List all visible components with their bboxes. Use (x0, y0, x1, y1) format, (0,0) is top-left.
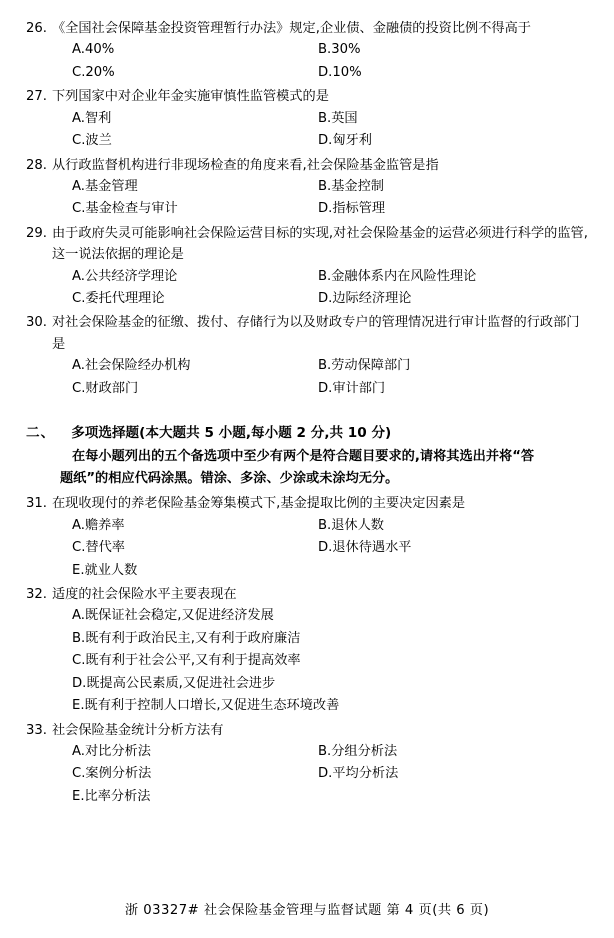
option-d[interactable]: D.边际经济理论 (318, 290, 412, 306)
option-row (72, 605, 588, 627)
option-a[interactable]: A.40% (72, 42, 115, 58)
option-row (72, 763, 588, 785)
question-27 (26, 86, 588, 152)
question-number: 33. (26, 722, 47, 738)
instruction-line-2: 题纸”的相应代码涂黑。错涂、多涂、少涂或未涂均无分。 (60, 470, 399, 486)
question-stem (26, 720, 588, 741)
option-b[interactable]: B.英国 (318, 110, 358, 126)
option-c[interactable]: C.既有利于社会公平,又有利于提高效率 (72, 653, 301, 669)
option-a[interactable]: A.既保证社会稳定,又促进经济发展 (72, 608, 274, 624)
option-b[interactable]: B.退休人数 (318, 517, 384, 533)
option-row (72, 515, 588, 537)
option-c[interactable]: C.替代率 (72, 540, 125, 556)
option-b[interactable]: B.30% (318, 42, 361, 58)
question-number: 27. (26, 89, 47, 105)
question-number: 28. (26, 157, 47, 173)
option-row (72, 130, 588, 152)
option-row (72, 560, 588, 582)
option-d[interactable]: D.既提高公民素质,又促进社会进步 (72, 675, 276, 691)
option-row (72, 673, 588, 695)
spacer (26, 402, 588, 408)
question-32 (26, 584, 588, 718)
question-number: 30. (26, 315, 47, 331)
option-row (72, 786, 588, 808)
question-text: 对社会保险基金的征缴、拨付、存储行为以及财政专户的管理情况进行审计监督的行政部门是 (52, 315, 580, 352)
question-stem (26, 493, 588, 514)
question-31 (26, 493, 588, 582)
option-c[interactable]: C.波兰 (72, 133, 112, 149)
option-b[interactable]: B.分组分析法 (318, 743, 398, 759)
option-a[interactable]: A.赡养率 (72, 517, 125, 533)
question-options (26, 355, 588, 400)
question-text: 适度的社会保险水平主要表现在 (52, 586, 237, 602)
option-d[interactable]: D.审计部门 (318, 380, 386, 396)
question-options (26, 515, 588, 582)
option-c[interactable]: C.20% (72, 64, 115, 80)
question-text: 从行政监督机构进行非现场检查的角度来看,社会保险基金监管是指 (52, 157, 439, 173)
option-row (72, 628, 588, 650)
option-row (72, 741, 588, 763)
option-row (72, 537, 588, 559)
question-number: 26. (26, 21, 47, 36)
option-d[interactable]: D.平均分析法 (318, 766, 399, 782)
question-text: 《全国社会保障基金投资管理暂行办法》规定,企业债、金融债的投资比例不得高于 (52, 21, 531, 36)
option-row (72, 695, 588, 717)
option-row (72, 650, 588, 672)
option-d[interactable]: D.指标管理 (318, 201, 386, 217)
question-number: 31. (26, 496, 47, 512)
page-footer: 浙 03327# 社会保险基金管理与监督试题 第 4 页(共 6 页) (124, 903, 490, 918)
option-row (72, 62, 588, 84)
option-e[interactable]: E.既有利于控制人口增长,又促进生态环境改善 (72, 698, 340, 714)
question-stem (26, 223, 588, 266)
section-label: 二、 (26, 425, 56, 441)
option-row (72, 288, 588, 310)
option-c[interactable]: C.基金检查与审计 (72, 201, 178, 217)
question-options (26, 108, 588, 153)
option-a[interactable]: A.基金管理 (72, 178, 138, 194)
question-text: 在现收现付的养老保险基金筹集模式下,基金提取比例的主要决定因素是 (52, 496, 466, 512)
question-33 (26, 720, 588, 809)
option-row (72, 266, 588, 288)
question-text: 下列国家中对企业年金实施审慎性监管模式的是 (52, 89, 329, 105)
option-b[interactable]: B.劳动保障部门 (318, 358, 411, 374)
option-row (72, 39, 588, 61)
option-row (72, 108, 588, 130)
question-stem (26, 18, 588, 39)
option-e[interactable]: E.比率分析法 (72, 788, 151, 804)
option-row (72, 176, 588, 198)
question-options (26, 741, 588, 808)
option-a[interactable]: A.智利 (72, 110, 112, 126)
question-stem (26, 86, 588, 107)
question-number: 29. (26, 225, 47, 241)
option-c[interactable]: C.案例分析法 (72, 766, 152, 782)
option-row (72, 378, 588, 400)
question-stem (26, 584, 588, 605)
option-a[interactable]: A.公共经济学理论 (72, 268, 178, 284)
option-c[interactable]: C.委托代理理论 (72, 290, 165, 306)
question-28 (26, 155, 588, 221)
option-a[interactable]: A.对比分析法 (72, 743, 151, 759)
question-stem (26, 312, 588, 355)
section-title: 多项选择题(本大题共 5 小题,每小题 2 分,共 10 分) (71, 425, 392, 441)
question-options (26, 176, 588, 221)
section-instructions (26, 446, 588, 489)
option-b[interactable]: B.金融体系内在风险性理论 (318, 268, 477, 284)
option-d[interactable]: D.退休待遇水平 (318, 540, 412, 556)
section-heading (26, 422, 588, 444)
question-options (26, 39, 588, 84)
instruction-line-1: 在每小题列出的五个备选项中至少有两个是符合题目要求的,请将其选出并将“答 (72, 449, 535, 465)
question-stem (26, 155, 588, 176)
option-b[interactable]: B.既有利于政治民主,又有利于政府廉洁 (72, 630, 301, 646)
option-row (72, 198, 588, 220)
question-text: 由于政府失灵可能影响社会保险运营目标的实现,对社会保险基金的运营必须进行科学的监管,这一说法依据的理论是 (52, 225, 588, 263)
question-29 (26, 223, 588, 311)
question-options (26, 266, 588, 311)
question-options (26, 605, 588, 717)
question-text: 社会保险基金统计分析方法有 (52, 722, 224, 738)
option-row (72, 355, 588, 377)
option-c[interactable]: C.财政部门 (72, 380, 139, 396)
question-30 (26, 312, 588, 400)
question-number: 32. (26, 586, 47, 602)
option-a[interactable]: A.社会保险经办机构 (72, 358, 191, 374)
option-b[interactable]: B.基金控制 (318, 178, 384, 194)
option-e[interactable]: E.就业人数 (72, 562, 138, 578)
question-26 (26, 18, 588, 84)
option-d[interactable]: D.10% (318, 64, 362, 80)
option-d[interactable]: D.匈牙利 (318, 133, 372, 149)
